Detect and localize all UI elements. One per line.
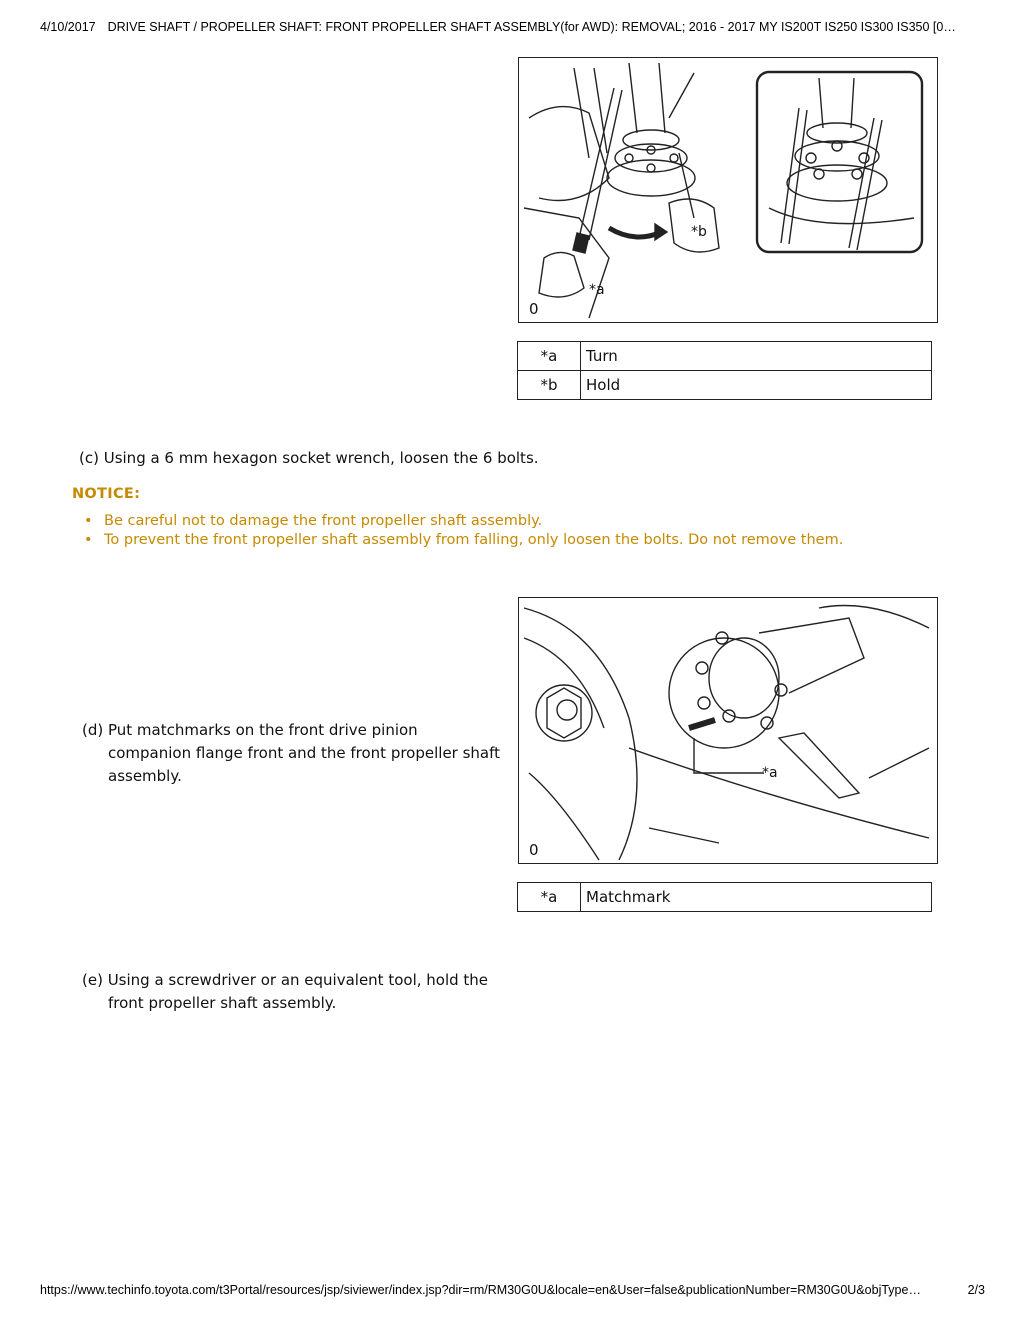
- callout-a: *a: [762, 765, 778, 781]
- document-title: DRIVE SHAFT / PROPELLER SHAFT: FRONT PROPELLER SHAFT ASSEMBLY(for AWD): REMOVAL; 2016 - 2017 MY IS200T IS250 IS300 IS350 [0…: [107, 20, 956, 34]
- callout-b: *b: [691, 224, 707, 240]
- legend-key: *a: [518, 883, 581, 912]
- legend-value: Hold: [581, 371, 932, 400]
- step-e: [82, 969, 488, 1015]
- page-footer: [40, 1283, 985, 1297]
- step-c: (c) Using a 6 mm hexagon socket wrench, loosen the 6 bolts.: [79, 449, 539, 467]
- figure2-legend-table: [517, 882, 932, 912]
- figure-corner-label: 0: [529, 300, 539, 318]
- page-number: 2/3: [967, 1283, 985, 1297]
- list-item: • To prevent the front propeller shaft assembly from falling, only loosen the bolts. Do not remove them.: [80, 531, 843, 550]
- notice-title: NOTICE:: [72, 486, 141, 502]
- legend-key: *b: [518, 371, 581, 400]
- legend-key: *a: [518, 342, 581, 371]
- step-e-line2: front propeller shaft assembly.: [108, 994, 337, 1012]
- step-d-line3: assembly.: [108, 767, 182, 785]
- table-row: [518, 883, 932, 912]
- figure1-legend-table: [517, 341, 932, 400]
- list-item: • Be careful not to damage the front propeller shaft assembly.: [80, 512, 843, 531]
- table-row: [518, 371, 932, 400]
- figure-matchmark-illustration: [518, 597, 938, 864]
- illustration-flange-matchmark: [519, 598, 937, 863]
- callout-a: *a: [589, 282, 605, 298]
- step-e-line1: (e) Using a screwdriver or an equivalent tool, hold the: [82, 971, 489, 989]
- notice-list: [80, 512, 843, 550]
- legend-value: Matchmark: [581, 883, 932, 912]
- step-d: [82, 719, 500, 788]
- illustration-wrench-flange: [519, 58, 937, 322]
- page-header: [40, 20, 990, 34]
- figure-corner-label: 0: [529, 841, 539, 859]
- step-d-line1: (d) Put matchmarks on the front drive pinion: [82, 721, 418, 739]
- step-d-line2: companion flange front and the front propeller shaft: [108, 744, 501, 762]
- table-row: [518, 342, 932, 371]
- legend-value: Turn: [581, 342, 932, 371]
- figure-turn-hold-illustration: [518, 57, 938, 323]
- print-date: 4/10/2017: [40, 20, 96, 34]
- source-url: https://www.techinfo.toyota.com/t3Portal/resources/jsp/siviewer/index.jsp?dir=rm/RM30G0U&locale=en&User=false&publicationNumber=RM30G0U&objType…: [40, 1283, 921, 1297]
